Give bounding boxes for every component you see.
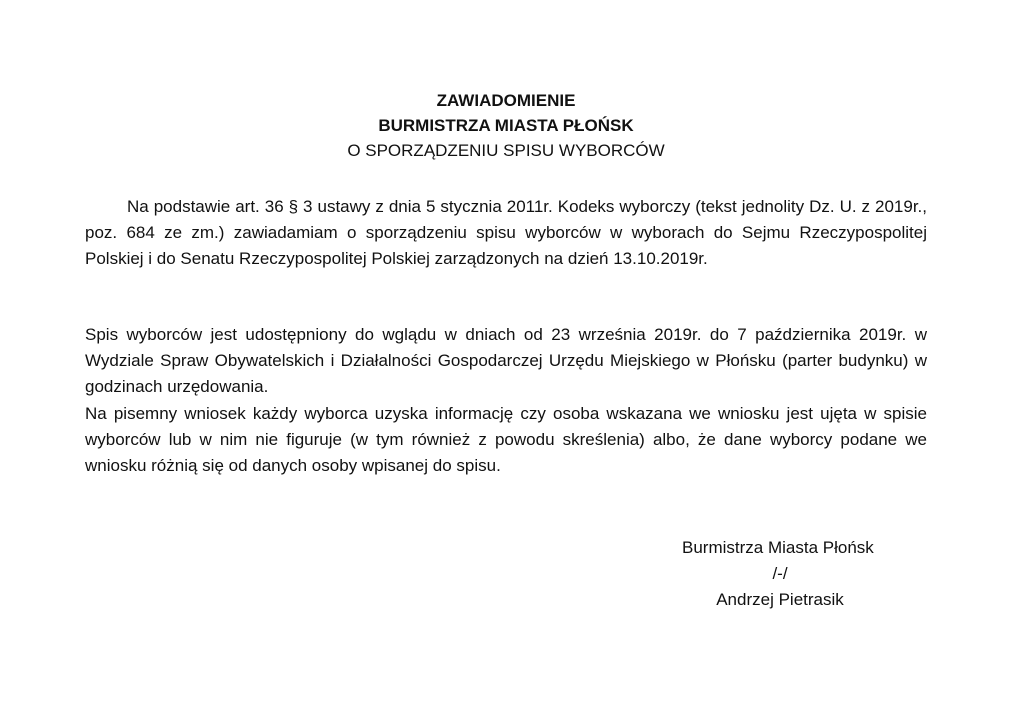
document-header [0,88,1012,163]
signature-block [660,535,900,613]
paragraph-request-info: Na pisemny wniosek każdy wyborca uzyska informację czy osoba wskazana we wniosku jest ujęta w spisie wyborców lub w nim nie figuruje (w tym również z powodu skreślenia) albo, że dane wyborcy podane we wniosku różnią się od danych osoby wpisanej do spisu. [85,404,927,475]
paragraph-availability: Spis wyborców jest udostępniony do wglądu w dniach od 23 września 2019r. do 7 października 2019r. w Wydziale Spraw Obywatelskich i Działalności Gospodarczej Urzędu Miejskiego w Płońsku (parter budynku) w godzinach urzędowania. [85,325,927,396]
signature-role: Burmistrza Miasta Płońsk [682,538,874,557]
document-issuer: BURMISTRZA MIASTA PŁOŃSK [378,116,634,135]
document-subtitle: O SPORZĄDZENIU SPISU WYBORCÓW [347,141,665,160]
paragraph-legal-basis: Na podstawie art. 36 § 3 ustawy z dnia 5 stycznia 2011r. Kodeks wyborczy (tekst jednolity Dz. U. z 2019r., poz. 684 ze zm.) zawiadamiam o sporządzeniu spisu wyborców w wyborach do Sejmu Rzeczypospolitej Polskiej i do Senatu Rzeczypospolitej Polskiej zarządzonych na dzień 13.10.2019r. [85,197,927,268]
signature-name: Andrzej Pietrasik [716,590,844,609]
signature-mark: /-/ [772,564,788,583]
document-title: ZAWIADOMIENIE [436,91,576,110]
